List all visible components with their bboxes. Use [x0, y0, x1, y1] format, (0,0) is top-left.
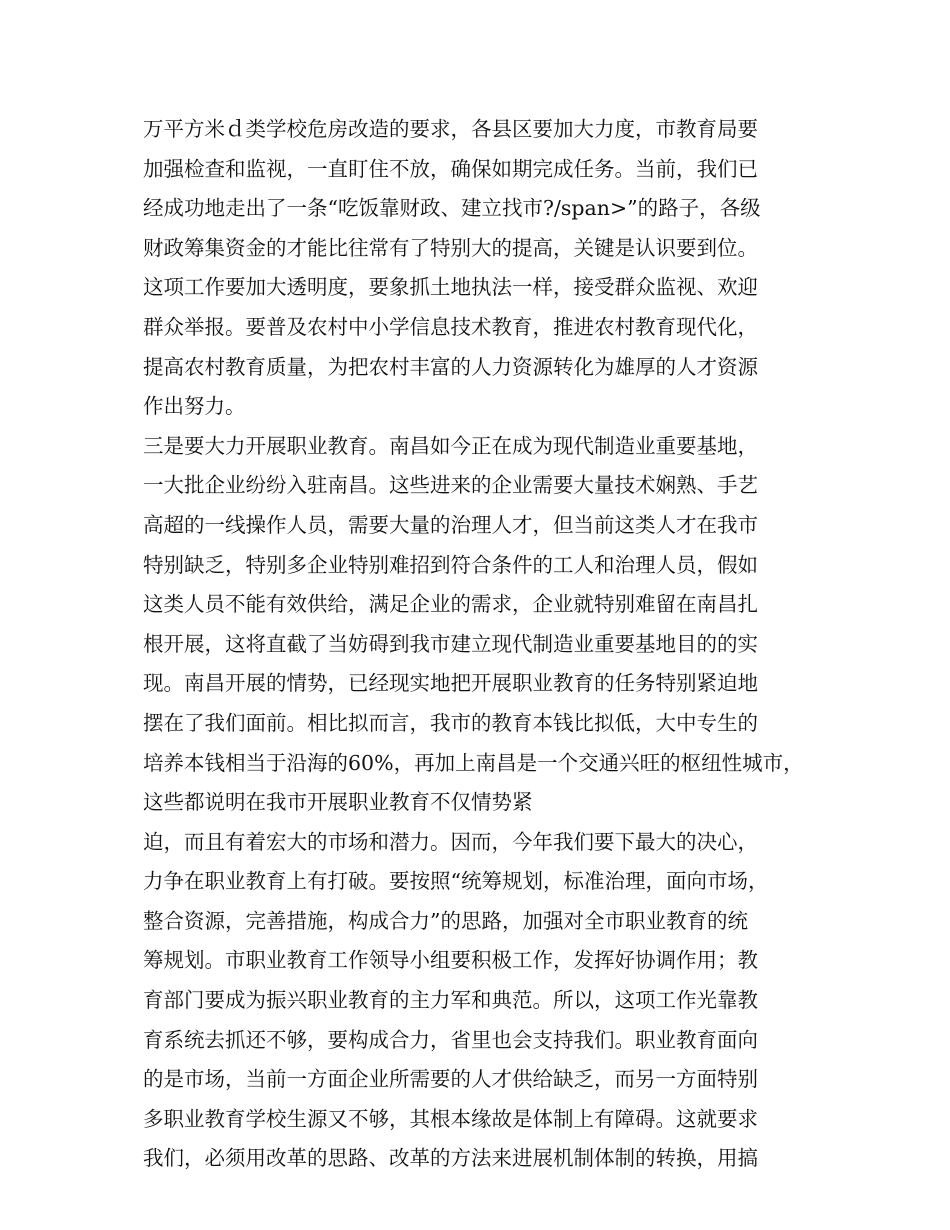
text-line: 提高农村教育质量，为把农村丰富的人力资源转化为雄厚的人才资源 [143, 354, 758, 379]
text-line: 育部门要成为振兴职业教育的主力军和典范。所以，这项工作光靠教 [143, 988, 758, 1013]
text-line: 的是市场，当前一方面企业所需要的人才供给缺乏，而另一方面特别 [143, 1067, 758, 1092]
text-line: 多职业教育学校生源又不够，其根本缘故是体制上有障碍。这就要求 [143, 1106, 758, 1131]
text-line: 迫，而且有着宏大的市场和潜力。因而，今年我们要下最大的决心， [143, 829, 758, 854]
text-line: 整合资源，完善措施，构成合力”的思路，加强对全市职业教育的统 [143, 908, 748, 933]
text-line: 育系统去抓还不够，要构成合力，省里也会支持我们。职业教育面向 [143, 1027, 758, 1052]
text-line: 这类人员不能有效供给，满足企业的需求，企业就特别难留在南昌扎 [143, 592, 758, 617]
text-line: 加强检查和监视，一直盯住不放，确保如期完成任务。当前，我们已 [143, 156, 758, 181]
text-line: 现。南昌开展的情势，已经现实地把开展职业教育的任务特别紧迫地 [143, 671, 758, 696]
text-line: 力争在职业教育上有打破。要按照“统筹规划，标准治理，面向市场， [143, 869, 769, 894]
text-line: 万平方米ｄ类学校危房改造的要求，各县区要加大力度，市教育局要 [143, 117, 758, 141]
text-line: 摆在了我们面前。相比拟而言，我市的教育本钱比拟低，大中专生的 [143, 710, 758, 735]
text-line: 高超的一线操作人员，需要大量的治理人才，但当前这类人才在我市 [143, 512, 758, 537]
text-line: 培养本钱相当于沿海的60%，再加上南昌是一个交通兴旺的枢纽性城市， [143, 750, 804, 775]
document-body [143, 110, 833, 1179]
text-line: 这项工作要加大透明度，要象抓土地执法一样，接受群众监视、欢迎 [143, 275, 758, 300]
text-line: 这些都说明在我市开展职业教育不仅情势紧 [143, 790, 533, 815]
text-line: 三是要大力开展职业教育。南昌如今正在成为现代制造业重要基地， [143, 433, 758, 458]
text-line: 特别缺乏，特别多企业特别难招到符合条件的工人和治理人员，假如 [143, 552, 758, 577]
text-line: 经成功地走出了一条“吃饭靠财政、建立找市?/span>”的路子，各级 [143, 196, 761, 221]
text-line: 群众举报。要普及农村中小学信息技术教育，推进农村教育现代化， [143, 314, 758, 339]
text-line: 根开展，这将直截了当妨碍到我市建立现代制造业重要基地目的的实 [143, 631, 758, 656]
text-line: 一大批企业纷纷入驻南昌。这些进来的企业需要大量技术娴熟、手艺 [143, 473, 758, 498]
text-line: 财政筹集资金的才能比往常有了特别大的提高，关键是认识要到位。 [143, 235, 758, 260]
text-line: 我们，必须用改革的思路、改革的方法来进展机制体制的转换，用搞 [143, 1146, 758, 1171]
text-line: 筹规划。市职业教育工作领导小组要积极工作，发挥好协调作用；教 [143, 948, 758, 973]
text-line: 作出努力。 [143, 394, 246, 419]
